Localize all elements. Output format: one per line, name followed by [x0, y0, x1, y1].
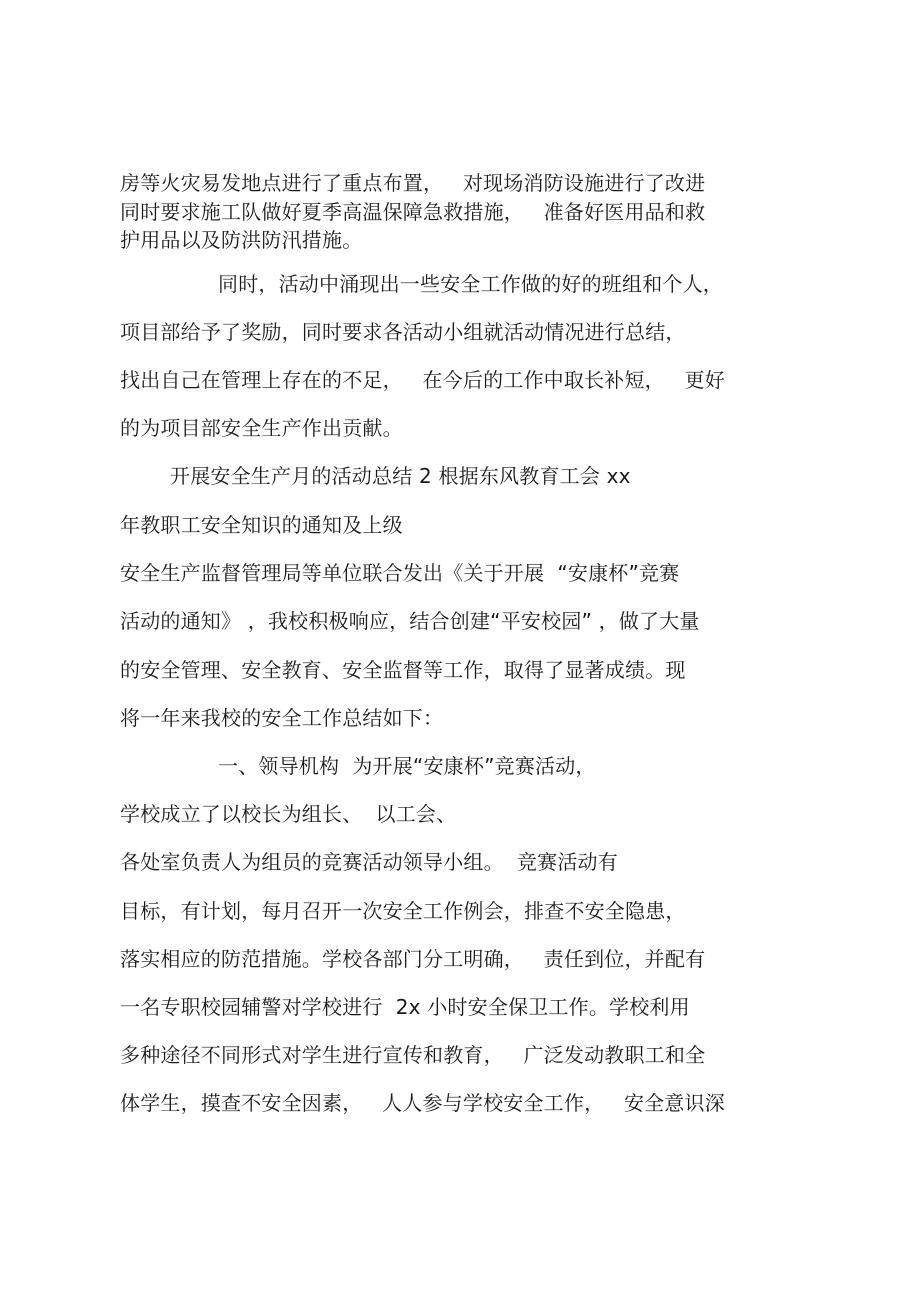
text-line: 的为项目部安全生产作出贡献。 [120, 416, 403, 440]
text-line: 同时，活动中涌现出一些安全工作做的好的班组和个人， [218, 272, 723, 296]
text-line: 各处室负责人为组员的竞赛活动领导小组。 竞赛活动有 [120, 850, 618, 874]
text-line: 多种途径不同形式对学生进行宣传和教育， 广泛发动教职工和全 [120, 1043, 706, 1067]
text-line: 项目部给予了奖励，同时要求各活动小组就活动情况进行总结， [120, 320, 686, 344]
text-line: 的安全管理、安全教育、安全监督等工作，取得了显著成绩。现 [120, 658, 686, 682]
text-line: 将一年来我校的安全工作总结如下： [120, 706, 444, 730]
text-line: 一名专职校园辅警对学校进行 2x 小时安全保卫工作。学校利用 [120, 995, 690, 1019]
text-line: 学校成立了以校长为组长、 以工会、 [120, 802, 457, 826]
text-line: 活动的通知》 ，我校积极响应，结合创建“平安校园” ，做了大量 [120, 609, 700, 633]
text-line: 找出自己在管理上存在的不足， 在今后的工作中取长补短， 更好 [120, 368, 725, 392]
text-line: 安全生产监督管理局等单位联合发出《关于开展 “安康杯”竞赛 [120, 561, 680, 585]
text-line: 目标，有计划，每月召开一次安全工作例会，排查不安全隐患， [120, 899, 686, 923]
subsection-heading: 一、领导机构 为开展“安康杯”竞赛活动， [218, 754, 596, 778]
text-line: 体学生，摸查不安全因素， 人人参与学校安全工作， 安全意识深 [120, 1091, 725, 1115]
text-line: 房等火灾易发地点进行了重点布置， 对现场消防设施进行了改进 [120, 171, 706, 195]
section-heading: 开展安全生产月的活动总结 2 根据东风教育工会 xx [170, 464, 631, 488]
text-line: 护用品以及防洪防汛措施。 [120, 228, 363, 252]
text-line: 落实相应的防范措施。学校各部门分工明确， 责任到位，并配有 [120, 947, 706, 971]
text-line: 同时要求施工队做好夏季高温保障急救措施， 准备好医用品和救 [120, 200, 706, 224]
text-line: 年教职工安全知识的通知及上级 [120, 513, 403, 537]
